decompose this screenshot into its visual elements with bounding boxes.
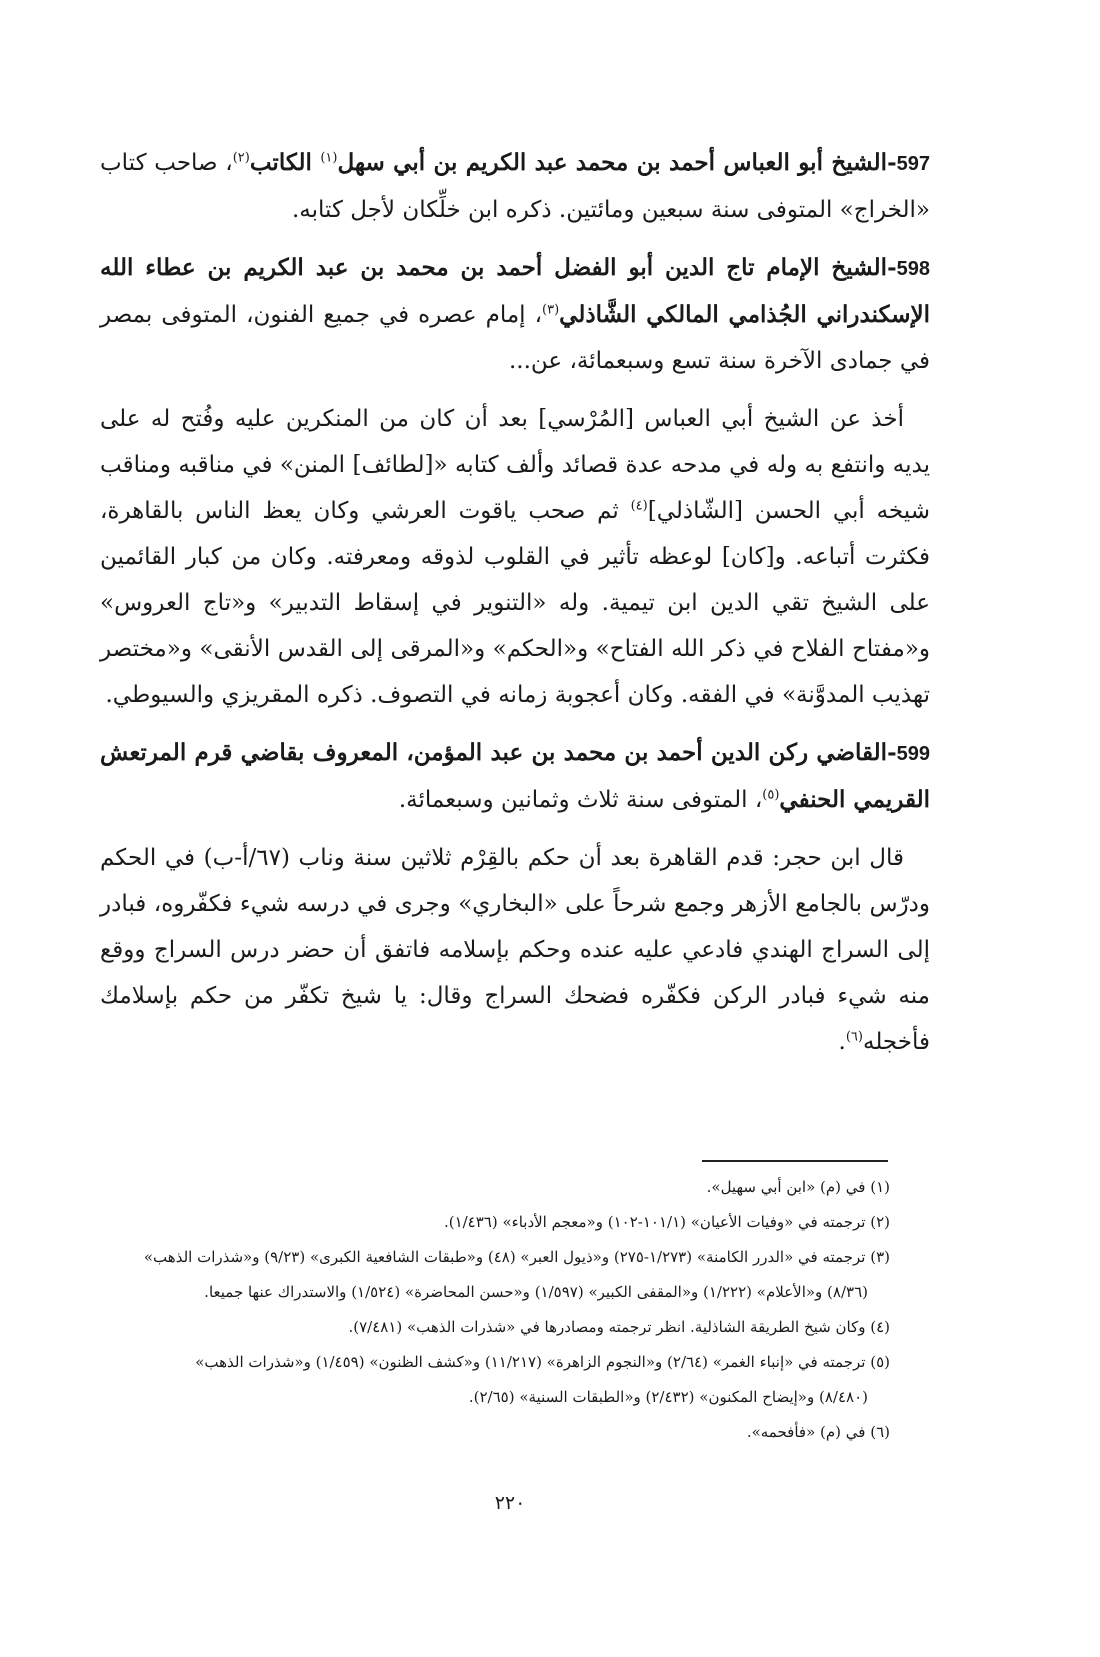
entry-text: ، إمام عصره في جميع الفنون، المتوفى بمصر في جمادى الآخرة سنة تسع وسبعمائة، عن... xyxy=(100,302,930,374)
page-number: ٢٢٠ xyxy=(494,1492,526,1514)
footnote-text: (٥) ترجمته في «إنباء الغمر» (٢/٦٤) و«النجوم الزاهرة» (١١/٢١٧) و«كشف الظنون» (١/٤٥٩) و«شذرات الذهب» xyxy=(195,1353,890,1371)
entry-598: 598-الشيخ الإمام تاج الدين أبو الفضل أحمد بن محمد بن عبد الكريم بن عطاء الله الإسكندراني الجُذامي المالكي الشَّاذلي$^{(٣)}$، إمام عصره في جميع الفنون، المتوفى بمصر في جمادى الآخرة سنة تسع وسبعمائة، عن... xyxy=(100,254,931,374)
footnote-text: (٦) في (م) «فأفحمه». xyxy=(746,1423,890,1441)
footnote-1 xyxy=(100,1170,890,1205)
entry-text: ، المتوفى سنة ثلاث وثمانين وسبعمائة. xyxy=(398,787,763,813)
entry-heading: الشيخ الإمام تاج الدين أبو الفضل أحمد بن محمد بن عبد الكريم بن عطاء الله الإسكندراني الجُذامي المالكي الشَّاذلي xyxy=(100,254,931,328)
entry-599-body xyxy=(100,835,930,1065)
footnote-mark: (٢) xyxy=(232,150,250,166)
entry-text: ، صاحب كتاب «الخراج» المتوفى سنة سبعين ومائتين. ذكره ابن خلِّكان لأجل كتابه. xyxy=(100,150,930,223)
entry-598-body xyxy=(100,396,930,718)
footnote-text: (٢) ترجمته في «وفيات الأعيان» (١٠١/١-١٠٢) و«معجم الأدباء» (١/٤٣٦). xyxy=(443,1213,890,1231)
main-text xyxy=(100,140,930,1077)
footnote-mark: (٦) xyxy=(845,1029,863,1045)
footnote-mark: (١) xyxy=(320,150,338,166)
body-text: قال ابن حجر: قدم القاهرة بعد أن حكم بالقِرْم ثلاثين سنة وناب (٦٧/أ-ب) في الحكم ودرّس بالجامع الأزهر وجمع شرحاً على «البخاري» وجرى في درسه شيء فكفّروه، فبادر إلى السراج الهندي فادعي عليه عنده وحكم بإسلامه فاتفق أن حضر درس السراج ووقع منه شيء فبادر الركن فكفّره فضحك السراج وقال: يا شيخ تكفّر من حكم بإسلامك فأخجله xyxy=(100,845,930,1055)
entry-heading-continued: الكاتب xyxy=(249,149,321,176)
footnote-mark: (٥) xyxy=(762,787,780,803)
entry-599: 599-القاضي ركن الدين أحمد بن محمد بن عبد المؤمن، المعروف بقاضي قرم المرتعش القريمي الحنفي$^{(٥)}$، المتوفى سنة ثلاث وثمانين وسبعمائة. xyxy=(100,739,930,813)
entry-heading: الشيخ أبو العباس أحمد بن محمد عبد الكريم بن أبي سهل xyxy=(337,149,888,176)
entry-number: 599 xyxy=(896,743,930,765)
footnote-text-continued: (٨/٣٦) و«الأعلام» (١/٢٢٢) و«المقفى الكبير» (١/٥٩٧) و«حسن المحاضرة» (١/٥٢٤) والاستدراك عنها جميعا. xyxy=(204,1283,868,1301)
footnote-mark: (٣) xyxy=(542,302,560,318)
entry-number: 597 xyxy=(896,153,930,175)
footnote-5 xyxy=(100,1345,890,1415)
entry-number: 598 xyxy=(896,258,930,280)
footnote-4 xyxy=(100,1310,890,1345)
footnote-3 xyxy=(100,1240,890,1310)
footnote-mark: (٤) xyxy=(630,498,648,514)
footnote-2 xyxy=(100,1205,890,1240)
footnote-text: (٣) ترجمته في «الدرر الكامنة» (١/٢٧٣-٢٧٥) و«ذيول العبر» (٤٨) و«طبقات الشافعية الكبرى» (٩/٢٣) و«شذرات الذهب» xyxy=(143,1248,890,1266)
footnote-6 xyxy=(100,1415,890,1450)
footnote-separator xyxy=(702,1160,888,1162)
footnote-text-continued: (٨/٤٨٠) و«إيضاح المكنون» (٢/٤٣٢) و«الطبقات السنية» (٢/٦٥). xyxy=(468,1388,868,1406)
entry-heading: القاضي ركن الدين أحمد بن محمد بن عبد المؤمن، المعروف بقاضي قرم المرتعش القريمي الحنفي xyxy=(100,739,930,813)
footnotes xyxy=(100,1170,890,1450)
footnote-text: (١) في (م) «ابن أبي سهيل». xyxy=(706,1178,890,1196)
body-text: أخذ عن الشيخ أبي العباس [المُرْسي] بعد أن كان من المنكرين عليه وفُتح له على يديه وانتفع به وله في مدحه عدة قصائد وألف كتابه «[لطائف] المنن» في مناقبه ومناقب شيخه أبي الحسن [الشّاذلي] xyxy=(100,406,930,524)
body-text: ثم صحب ياقوت العرشي وكان يعظ الناس بالقاهرة، فكثرت أتباعه. و[كان] لوعظه تأثير في القلوب لذوقه ومعرفته. وكان من كبار القائمين على الشيخ تقي الدين ابن تيمية. وله «التنوير في إسقاط التدبير» و«تاج العروس» و«مفتاح الفلاح في ذكر الله الفتاح» و«الحكم» و«المرقى إلى القدس الأنقى» و«مختصر تهذيب المدوَّنة» في الفقه. وكان أعجوبة زمانه في التصوف. ذكره المقريزي والسيوطي. xyxy=(100,498,930,708)
body-text: . xyxy=(838,1029,846,1055)
entry-597: 597-الشيخ أبو العباس أحمد بن محمد عبد الكريم بن أبي سهل$^{(١)}$ الكاتب$^{(٢)}$، صاحب كتاب «الخراج» المتوفى سنة سبعين ومائتين. ذكره ابن خلِّكان لأجل كتابه. xyxy=(100,149,930,223)
footnote-text: (٤) وكان شيخ الطريقة الشاذلية. انظر ترجمته ومصادرها في «شذرات الذهب» (٧/٤٨١). xyxy=(348,1318,890,1336)
